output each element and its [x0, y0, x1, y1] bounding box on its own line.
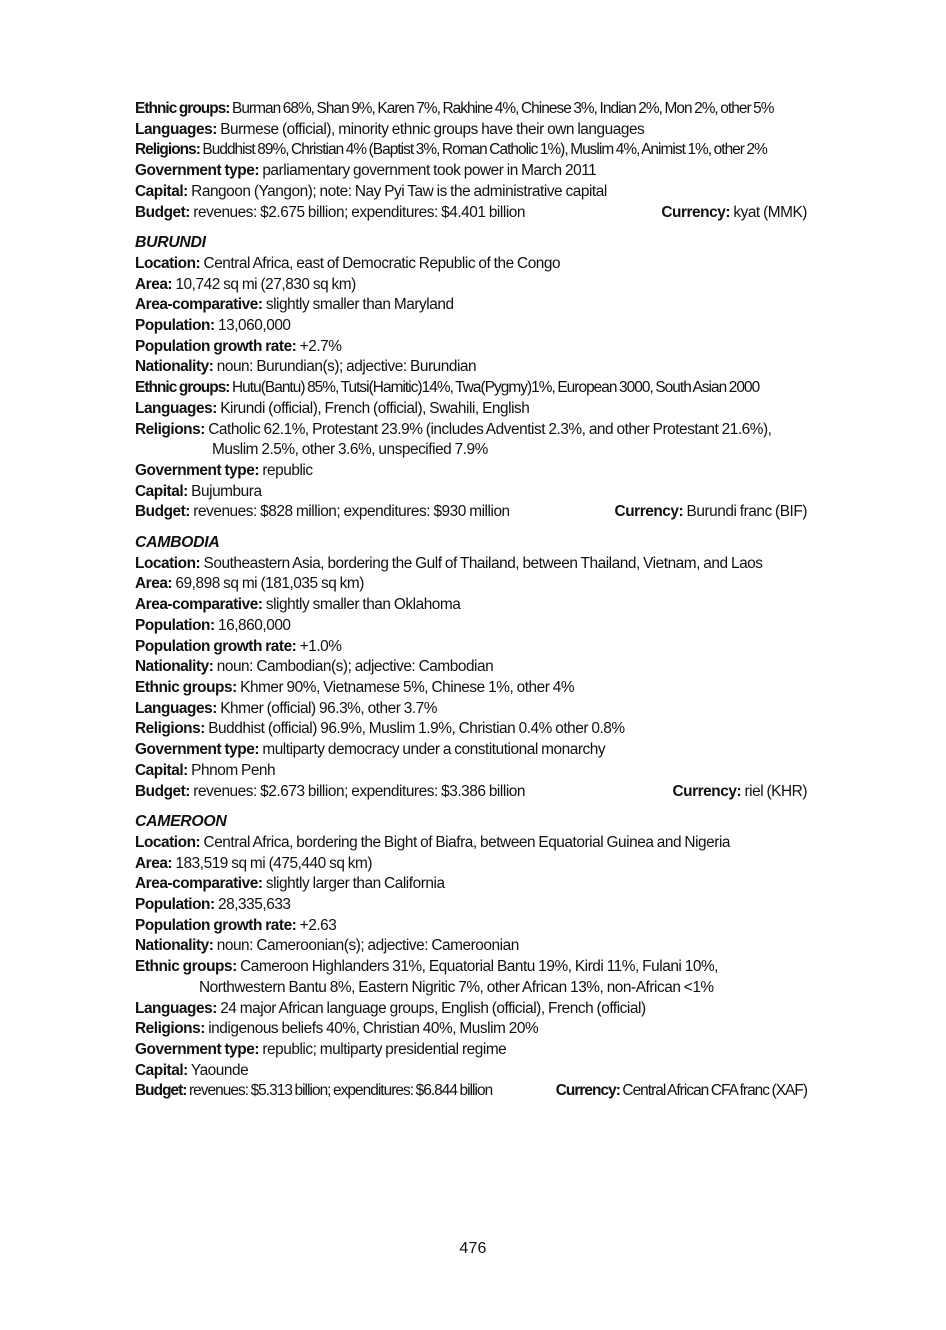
cambodia-budget-currency [135, 782, 807, 803]
field-label: Ethnic groups: [135, 958, 237, 976]
field-value: +2.63 [296, 916, 337, 934]
field-label: Languages: [135, 120, 217, 138]
field-value: slightly larger than California [262, 875, 445, 893]
cameroon-government-type [135, 1040, 807, 1061]
field-value: noun: Cambodian(s); adjective: Cambodian [213, 658, 494, 676]
country-heading-cameroon: CAMEROON [135, 813, 227, 831]
myanmar-languages [135, 120, 807, 141]
budget [135, 1081, 492, 1102]
field-label: Location: [135, 254, 201, 272]
field-value: revenues: $2.673 billion; expenditures: $3.386 billion [189, 782, 526, 800]
field-label: Population: [135, 896, 215, 914]
cambodia-area [135, 574, 807, 595]
field-value: Cameroon Highlanders 31%, Equatorial Bantu 19%, Kirdi 11%, Fulani 10%, [236, 958, 719, 976]
field-value: kyat (MMK) [730, 203, 807, 221]
cambodia-location [135, 554, 807, 575]
burundi-location [135, 254, 807, 275]
field-label: Area-comparative: [135, 296, 263, 314]
cameroon-budget-currency [135, 1081, 807, 1102]
cameroon-location [135, 833, 807, 854]
field-value: Khmer (official) 96.3%, other 3.7% [216, 699, 438, 717]
field-label: Area: [135, 275, 173, 293]
burundi-government-type [135, 461, 807, 482]
cambodia-nationality [135, 657, 807, 678]
field-value: riel (KHR) [741, 782, 807, 800]
field-value: 69,898 sq mi (181,035 sq km) [172, 575, 364, 593]
field-value: Hutu(Bantu) 85%, Tutsi(Hamitic)14%, Twa(Pygmy)1%, European 3000, South Asian 2000 [229, 379, 760, 397]
field-label: Ethnic groups: [135, 379, 230, 397]
burundi-languages [135, 399, 807, 420]
burundi-capital [135, 482, 807, 503]
field-value: noun: Cameroonian(s); adjective: Cameroonian [213, 937, 519, 955]
field-value: 10,742 sq mi (27,830 sq km) [172, 275, 356, 293]
page-number: 476 [459, 1240, 487, 1257]
field-label: Languages: [135, 399, 217, 417]
burundi-area [135, 275, 807, 296]
currency [661, 203, 807, 224]
field-value: revenues: $5.313 billion; expenditures: $6.844 billion [186, 1082, 493, 1100]
cambodia-capital [135, 761, 807, 782]
field-label: Religions: [135, 720, 205, 738]
field-label: Currency: [555, 1082, 620, 1100]
field-label: Area: [135, 854, 173, 872]
field-label: Religions: [135, 1020, 205, 1038]
field-label: Population growth rate: [135, 637, 297, 655]
cameroon-population [135, 895, 807, 916]
field-label: Currency: [614, 503, 684, 521]
field-value: slightly smaller than Oklahoma [262, 596, 461, 614]
field-value: Buddhist 89%, Christian 4% (Baptist 3%, Roman Catholic 1%), Muslim 4%, Animist 1%, other 2% [199, 141, 767, 159]
field-value: Burundi franc (BIF) [683, 503, 807, 521]
burundi-religions-continued: Muslim 2.5%, other 3.6%, unspecified 7.9% [212, 441, 488, 459]
budget [135, 203, 525, 224]
cambodia-ethnic-groups [135, 678, 807, 699]
burundi-ethnic-groups [135, 378, 807, 399]
page-content [135, 99, 807, 1102]
field-label: Area-comparative: [135, 596, 263, 614]
myanmar-ethnic-groups [135, 99, 807, 120]
field-label: Currency: [661, 203, 730, 221]
myanmar-religions [135, 140, 807, 161]
field-label: Capital: [135, 761, 188, 779]
field-label: Capital: [135, 1061, 188, 1079]
field-value: parliamentary government took power in March 2011 [259, 162, 597, 180]
field-label: Nationality: [135, 937, 214, 955]
field-value: Burman 68%, Shan 9%, Karen 7%, Rakhine 4%, Chinese 3%, Indian 2%, Mon 2%, other 5% [229, 100, 774, 117]
field-label: Government type: [135, 461, 259, 479]
field-label: Government type: [135, 1040, 259, 1058]
field-label: Capital: [135, 182, 188, 200]
field-value: revenues: $2.675 billion; expenditures: $4.401 billion [189, 203, 526, 221]
myanmar-capital [135, 182, 807, 203]
currency [672, 782, 807, 803]
burundi-population [135, 316, 807, 337]
myanmar-government-type [135, 161, 807, 182]
field-value: noun: Burundian(s); adjective: Burundian [213, 358, 477, 376]
field-label: Religions: [135, 141, 200, 159]
field-label: Nationality: [135, 658, 214, 676]
myanmar-budget-currency [135, 203, 807, 224]
field-value: republic [259, 461, 313, 479]
field-value: indigenous beliefs 40%, Christian 40%, Muslim 20% [204, 1020, 539, 1038]
field-label: Nationality: [135, 358, 214, 376]
field-label: Population: [135, 616, 215, 634]
cameroon-nationality [135, 936, 807, 957]
field-label: Ethnic groups: [135, 100, 230, 117]
field-label: Location: [135, 833, 201, 851]
cameroon-population-growth [135, 916, 807, 937]
field-value: Burmese (official), minority ethnic groups have their own languages [216, 120, 645, 138]
field-value: 16,860,000 [214, 616, 291, 634]
field-value: Southeastern Asia, bordering the Gulf of Thailand, between Thailand, Vietnam, and Laos [200, 554, 763, 572]
cameroon-ethnic-groups-continued: Northwestern Bantu 8%, Eastern Nigritic 7%, other African 13%, non-African <1% [199, 978, 714, 996]
burundi-budget-currency [135, 502, 807, 523]
burundi-population-growth [135, 337, 807, 358]
field-value: Bujumbura [187, 482, 262, 500]
field-label: Population growth rate: [135, 916, 297, 934]
currency [615, 502, 807, 523]
cambodia-population-growth [135, 637, 807, 658]
field-label: Languages: [135, 999, 217, 1017]
field-value: republic; multiparty presidential regime [259, 1040, 507, 1058]
field-value: Khmer 90%, Vietnamese 5%, Chinese 1%, other 4% [236, 678, 575, 696]
cambodia-languages [135, 699, 807, 720]
field-label: Budget: [135, 1082, 187, 1100]
field-value: Phnom Penh [187, 761, 276, 779]
field-label: Government type: [135, 162, 259, 180]
cambodia-area-comparative [135, 595, 807, 616]
field-label: Budget: [135, 782, 190, 800]
field-value: revenues: $828 million; expenditures: $930 million [189, 503, 510, 521]
field-value: Rangoon (Yangon); note: Nay Pyi Taw is the administrative capital [187, 182, 607, 200]
field-label: Religions: [135, 420, 205, 438]
country-heading-burundi: BURUNDI [135, 234, 206, 252]
cambodia-government-type [135, 740, 807, 761]
field-value: Yaounde [187, 1061, 249, 1079]
field-value: multiparty democracy under a constitutional monarchy [259, 741, 606, 759]
field-label: Capital: [135, 482, 188, 500]
field-value: 183,519 sq mi (475,440 sq km) [172, 854, 373, 872]
burundi-nationality [135, 357, 807, 378]
country-heading-cambodia: CAMBODIA [135, 534, 220, 552]
cameroon-capital [135, 1061, 807, 1082]
currency [556, 1081, 807, 1102]
field-label: Population growth rate: [135, 337, 297, 355]
cambodia-population [135, 616, 807, 637]
field-value: Central Africa, bordering the Bight of Biafra, between Equatorial Guinea and Nigeria [200, 833, 731, 851]
field-value: +2.7% [296, 337, 342, 355]
field-value: Kirundi (official), French (official), Swahili, English [216, 399, 530, 417]
field-value: slightly smaller than Maryland [262, 296, 454, 314]
budget [135, 782, 525, 803]
field-label: Area-comparative: [135, 875, 263, 893]
cambodia-religions [135, 719, 807, 740]
field-label: Ethnic groups: [135, 678, 237, 696]
field-label: Location: [135, 554, 201, 572]
field-value: Catholic 62.1%, Protestant 23.9% (includes Adventist 2.3%, and other Protestant 21.6%), [204, 420, 772, 438]
cameroon-area-comparative [135, 874, 807, 895]
field-label: Languages: [135, 699, 217, 717]
burundi-religions [135, 420, 807, 441]
field-label: Area: [135, 575, 173, 593]
cameroon-ethnic-groups [135, 957, 807, 978]
burundi-area-comparative [135, 295, 807, 316]
cameroon-languages [135, 999, 807, 1020]
budget [135, 502, 510, 523]
field-value: Central Africa, east of Democratic Republic of the Congo [200, 254, 561, 272]
field-value: +1.0% [296, 637, 342, 655]
field-label: Budget: [135, 503, 190, 521]
field-value: Buddhist (official) 96.9%, Muslim 1.9%, Christian 0.4% other 0.8% [204, 720, 625, 738]
field-value: 24 major African language groups, English (official), French (official) [216, 999, 646, 1017]
cameroon-religions [135, 1019, 807, 1040]
field-label: Budget: [135, 203, 190, 221]
field-value: 28,335,633 [214, 896, 291, 914]
field-value: Central African CFA franc (XAF) [619, 1082, 807, 1100]
field-label: Currency: [672, 782, 742, 800]
cameroon-area [135, 854, 807, 875]
field-label: Government type: [135, 741, 259, 759]
field-value: 13,060,000 [214, 317, 291, 335]
field-label: Population: [135, 317, 215, 335]
